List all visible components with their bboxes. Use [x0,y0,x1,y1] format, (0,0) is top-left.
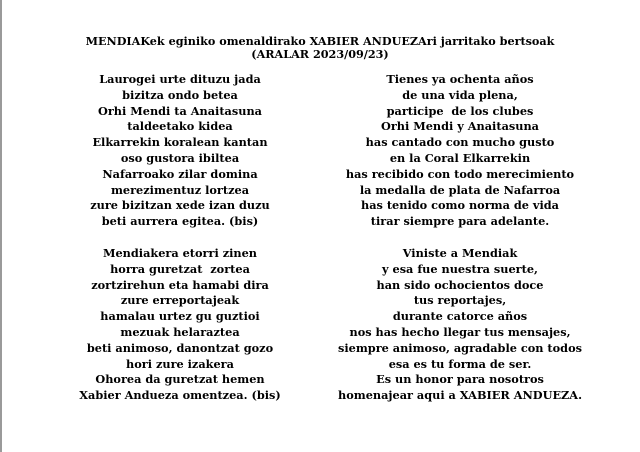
title-date: (ARALAR 2023/09/23) [251,46,389,61]
spanish-stanza-1 [310,72,610,230]
verse-line: beti animoso, danontzat gozo [86,340,274,355]
spanish-stanza-2 [310,246,610,404]
verse-line: taldeetako kidea [127,119,233,134]
document-title [70,35,570,60]
verse-line: siempre animoso, agradable con todos [338,340,582,355]
verse-line: homenajear aqui a XABIER ANDUEZA. [338,388,582,403]
verse-line: Nafarroako zilar domina [102,166,258,181]
verse-line: has cantado con mucho gusto [365,135,555,150]
verse-line: Orhi Mendi ta Anaitasuna [98,103,262,118]
verse-line: esa es tu forma de ser. [388,356,532,371]
verse-line: Laurogei urte dituzu jada [99,72,261,86]
verse-line: merezimentuz lortzea [110,182,250,197]
verse-line: tirar siempre para adelante. [370,214,550,229]
verse-line: de una vida plena, [402,87,518,102]
verse-line: Tienes ya ochenta años [386,72,534,86]
verse-line: participe de los clubes [386,103,534,118]
verse-line: hamalau urtez gu guztioi [100,309,260,324]
verse-line: Elkarrekin koralean kantan [92,135,268,150]
verse-line: has tenido como norma de vida [361,198,559,213]
verse-line: en la Coral Elkarrekin [389,150,531,165]
verse-line: y esa fue nuestra suerte, [382,261,538,276]
verse-line: bizitza ondo betea [122,87,238,102]
basque-stanza-1 [30,72,330,230]
verse-line: durante catorce años [392,309,528,324]
verse-line: beti aurrera egitea. (bis) [101,214,259,229]
verse-line: nos has hecho llegar tus mensajes, [349,324,571,339]
verse-line: Ohorea da guretzat hemen [95,372,265,387]
verse-line: Orhi Mendi y Anaitasuna [381,119,539,134]
verse-line: la medalla de plata de Nafarroa [359,182,561,197]
verse-line: zortzirehun eta hamabi dira [91,277,269,292]
verse-line: Viniste a Mendiak [402,246,518,260]
verse-line: zure bizitzan xede izan duzu [90,198,270,213]
verse-line: has recibido con todo merecimiento [345,166,575,181]
verse-line: oso gustora ibiltea [120,150,240,165]
basque-stanza-2 [30,246,330,404]
verse-line: hori zure izakera [126,356,234,371]
verse-line: Es un honor para nosotros [376,372,544,387]
verse-line: Mendiakera etorri zinen [102,246,258,260]
verse-line: han sido ochocientos doce [376,277,544,292]
verse-line: tus reportajes, [413,293,507,308]
verse-line: mezuak helaraztea [120,324,240,339]
verse-line: Xabier Andueza omentzea. (bis) [79,388,281,403]
verse-line: horra guretzat zortea [110,261,250,276]
verse-line: zure erreportajeak [120,293,240,308]
page-edge-divider [0,0,2,452]
title-line: MENDIAKek eginiko omenaldirako XABIER ANDUEZAri jarritako bertsoak [85,34,555,48]
